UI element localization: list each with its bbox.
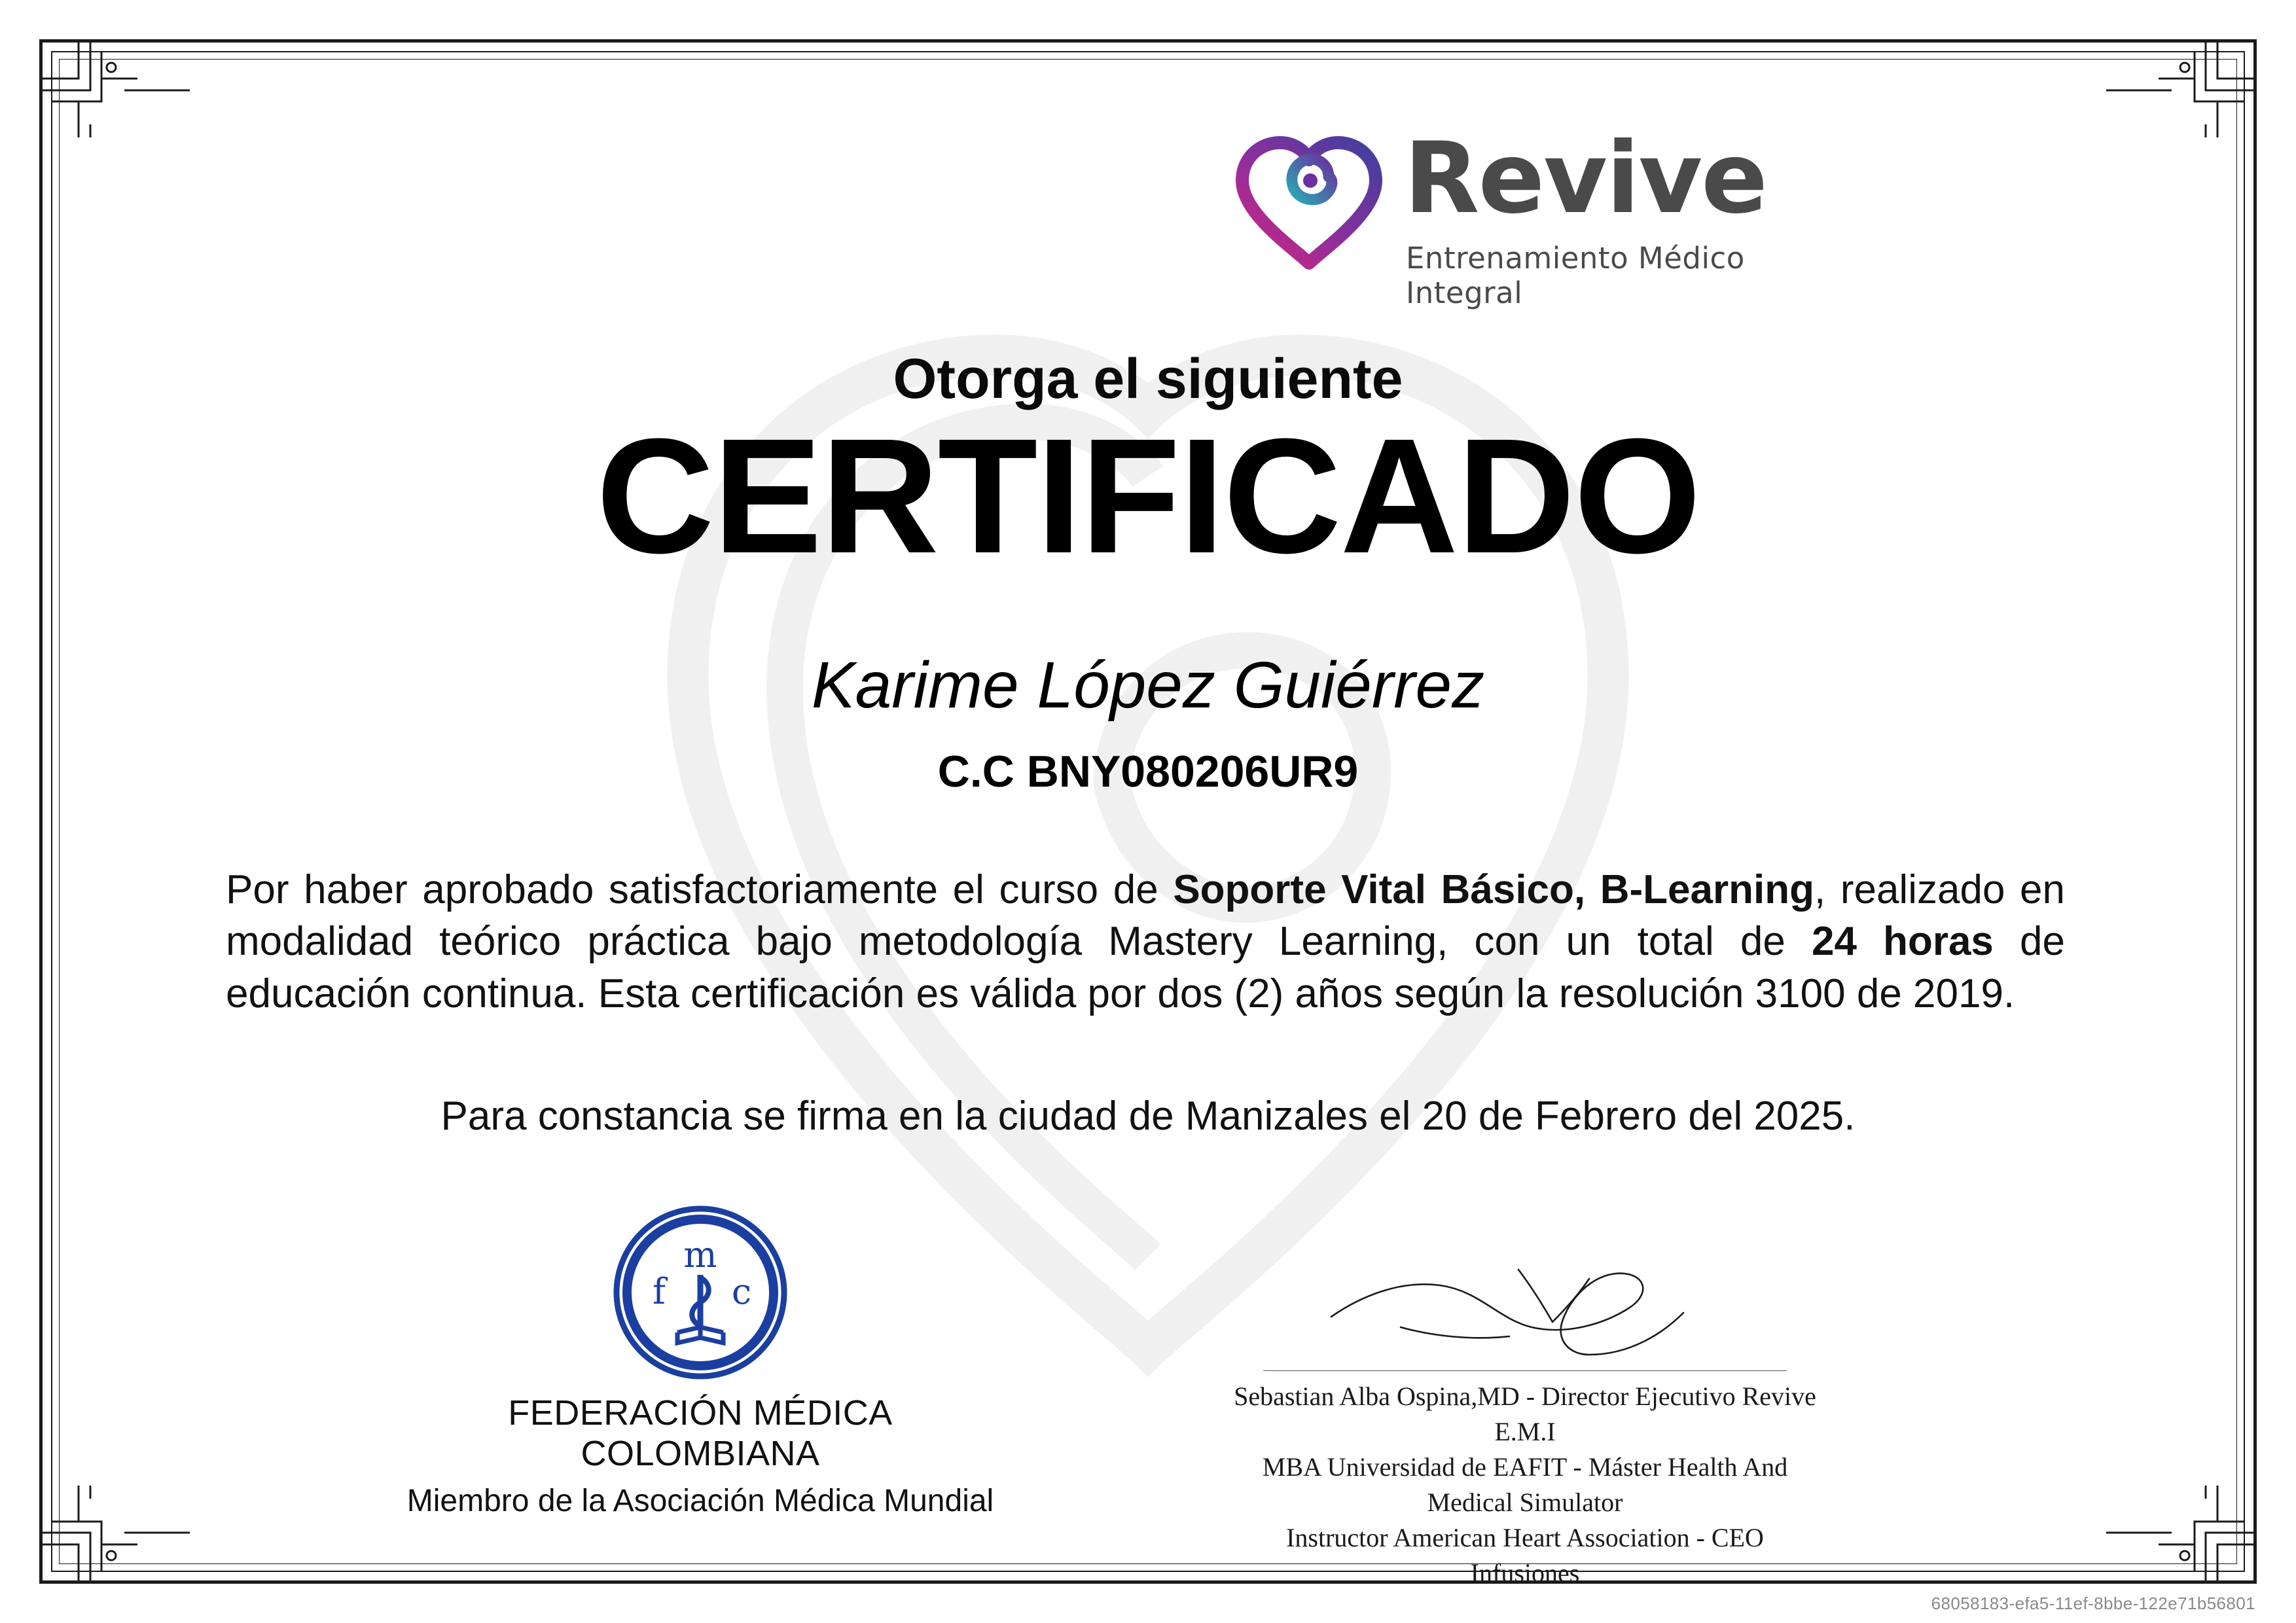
document-id: 68058183-efa5-11ef-8bbe-122e71b56801 <box>1931 1594 2255 1613</box>
signatory-line-3: Instructor American Heart Association - CEO Infusiones <box>1286 1523 1764 1588</box>
seal-subtitle: Miembro de la Asociación Médica Mundial <box>406 1484 994 1518</box>
svg-text:f: f <box>653 1271 666 1312</box>
certificate-body <box>226 864 2065 1020</box>
corner-ornament-top-left <box>39 39 236 137</box>
fmc-circular-seal-icon <box>612 1204 789 1381</box>
heart-spiral-icon <box>1230 131 1388 272</box>
certificate-kicker: Otorga el siguiente <box>893 348 1403 410</box>
body-part-3: de educación continua. Esta certificación es válida por dos (2) años según la resolución 3100 de 2019. <box>226 919 2065 1016</box>
corner-ornament-bottom-right <box>2060 1486 2257 1584</box>
signatory-line-2: MBA Universidad de EAFIT - Máster Health And Medical Simulator <box>1262 1452 1788 1517</box>
federacion-seal-block <box>406 1204 995 1519</box>
course-hours: 24 horas <box>1812 919 1994 965</box>
signature-rule <box>1263 1370 1787 1371</box>
signing-statement: Para constancia se firma en la ciudad de Manizales el 20 de Febrero del 2025. <box>440 1094 1856 1139</box>
svg-text:m: m <box>683 1234 717 1275</box>
corner-ornament-bottom-left <box>39 1486 236 1584</box>
body-part-1: Por haber aprobado satisfactoriamente el curso de <box>226 867 1174 912</box>
recipient-id: C.C BNY080206UR9 <box>937 747 1359 796</box>
recipient-name: Karime López Guiérrez <box>811 649 1485 722</box>
signature-block <box>1230 1257 1820 1591</box>
course-name: Soporte Vital Básico, B-Learning <box>1173 867 1814 912</box>
svg-text:c: c <box>731 1271 752 1312</box>
body-part-2: , realizado en modalidad teórico práctica bajo metodología Mastery Learning, con un total de <box>226 867 2066 965</box>
handwritten-signature-icon <box>1322 1257 1728 1368</box>
corner-ornament-top-right <box>2060 39 2257 137</box>
revive-logo <box>1230 122 1767 310</box>
page-title: CERTIFICADO <box>596 404 1700 587</box>
seal-title: FEDERACIÓN MÉDICA COLOMBIANA <box>508 1393 893 1473</box>
certificate-border-inner-thin <box>59 59 2237 1564</box>
logo-tagline: Entrenamiento Médico Integral <box>1406 241 1745 310</box>
signatory-line-1: Sebastian Alba Ospina,MD - Director Ejecutivo Revive E.M.I <box>1234 1382 1816 1446</box>
logo-wordmark: Revive <box>1404 122 1767 236</box>
